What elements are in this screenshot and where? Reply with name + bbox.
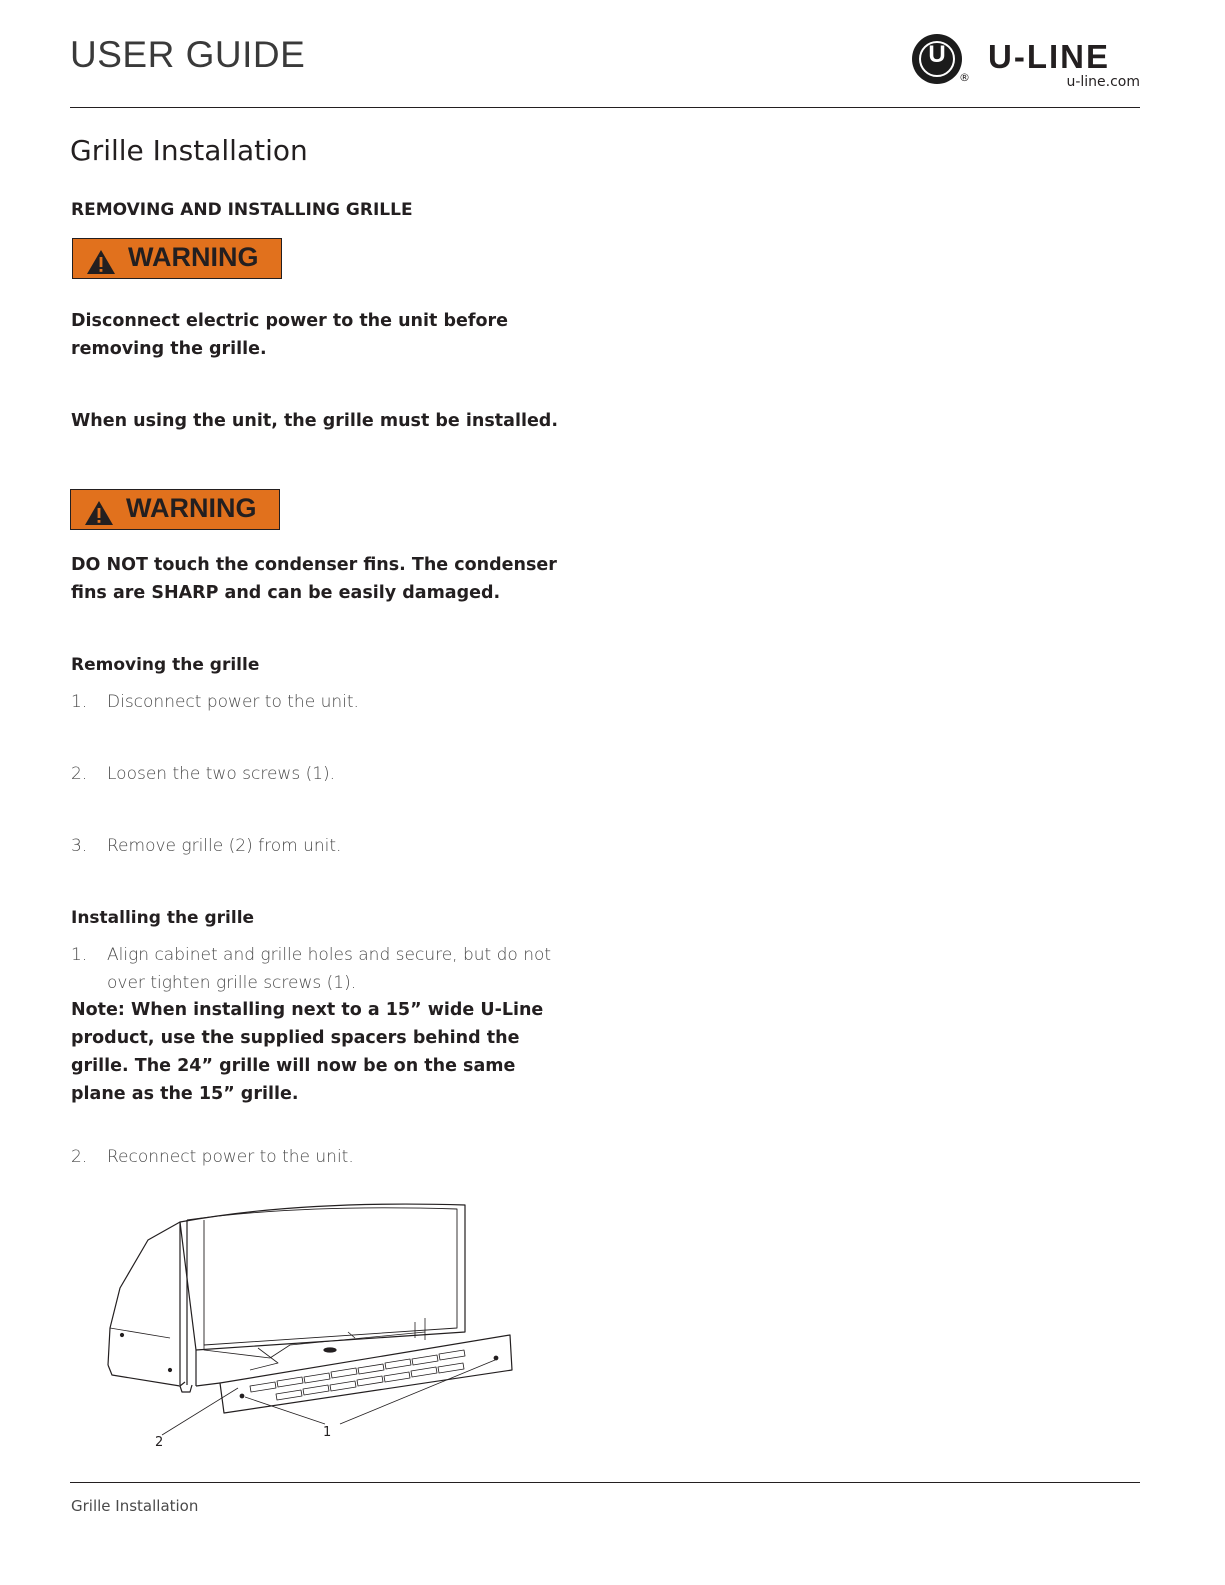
spacer-note bbox=[71, 996, 571, 1108]
grille-installed-text: When using the unit, the grille must be installed. bbox=[71, 411, 558, 431]
note-line: Note: When installing next to a 15” wide U-Line bbox=[71, 1000, 544, 1020]
grille-installation-diagram bbox=[100, 1200, 550, 1455]
removing-step bbox=[71, 760, 571, 788]
u-line-logo-mark: U bbox=[912, 34, 962, 84]
condenser-fins-warning bbox=[71, 551, 591, 607]
document-title: USER GUIDE bbox=[70, 34, 306, 75]
website-url: u-line.com bbox=[1066, 74, 1140, 90]
callout-grille: 2 bbox=[155, 1435, 164, 1450]
u-line-logo bbox=[908, 34, 1140, 94]
warning-text: WARNING bbox=[128, 242, 259, 272]
removing-heading: Removing the grille bbox=[71, 655, 260, 675]
step-number: 2. bbox=[71, 1147, 88, 1167]
step-number: 1. bbox=[71, 692, 88, 712]
logo-wordmark: U-LINE bbox=[988, 38, 1110, 75]
step-number: 3. bbox=[71, 836, 88, 856]
condenser-fins-line: DO NOT touch the condenser fins. The condenser bbox=[71, 555, 557, 575]
section-title: Grille Installation bbox=[70, 134, 308, 167]
installing-step bbox=[71, 941, 571, 997]
header-divider bbox=[70, 107, 1140, 108]
warning-text: WARNING bbox=[126, 493, 257, 523]
warning-triangle-icon bbox=[86, 249, 116, 275]
section-heading: REMOVING AND INSTALLING GRILLE bbox=[71, 200, 413, 220]
step-text: Loosen the two screws (1). bbox=[107, 764, 336, 784]
warning-label bbox=[70, 489, 280, 530]
step-text: Disconnect power to the unit. bbox=[107, 692, 359, 712]
installing-step bbox=[71, 1143, 571, 1171]
step-text: Reconnect power to the unit. bbox=[107, 1147, 354, 1167]
step-text: Align cabinet and grille holes and secure, but do not bbox=[107, 945, 552, 965]
note-line: product, use the supplied spacers behind the bbox=[71, 1028, 520, 1048]
footer-section-name: Grille Installation bbox=[71, 1497, 199, 1515]
note-line: plane as the 15” grille. bbox=[71, 1084, 299, 1104]
warning-triangle-icon bbox=[84, 500, 114, 526]
callout-screws: 1 bbox=[323, 1425, 332, 1440]
step-text: over tighten grille screws (1). bbox=[107, 973, 357, 993]
warning-power-line: removing the grille. bbox=[71, 339, 267, 359]
installing-heading: Installing the grille bbox=[71, 908, 255, 928]
footer-divider bbox=[70, 1482, 1140, 1483]
registered-mark: ® bbox=[959, 71, 970, 84]
step-number: 2. bbox=[71, 764, 88, 784]
condenser-fins-line: fins are SHARP and can be easily damaged. bbox=[71, 583, 501, 603]
removing-step bbox=[71, 832, 571, 860]
note-line: grille. The 24” grille will now be on the same bbox=[71, 1056, 516, 1076]
warning-power-line: Disconnect electric power to the unit before bbox=[71, 311, 509, 331]
step-number: 1. bbox=[71, 945, 88, 965]
removing-step bbox=[71, 688, 571, 716]
step-text: Remove grille (2) from unit. bbox=[107, 836, 342, 856]
warning-power-text bbox=[71, 307, 571, 363]
warning-label bbox=[72, 238, 282, 279]
